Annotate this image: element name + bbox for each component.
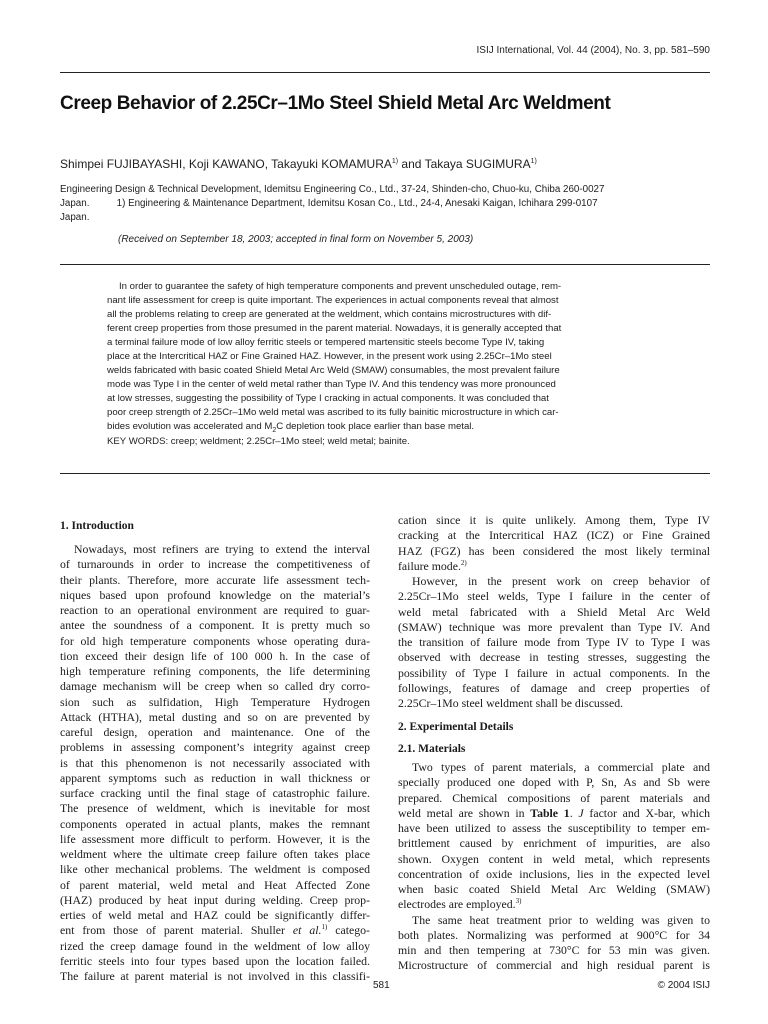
text-line: is that this phenomenon is not necessarily associated with [60,755,370,770]
journal-reference: ISIJ International, Vol. 44 (2004), No. 3, pp. 581–590 [476,45,710,56]
text-line: observed with decrease in testing stresses, suggesting the [398,650,710,665]
left-column-text [60,542,370,984]
text-line: high temperature refining components, the life determining [60,664,370,678]
text-line: The presence of weldment, which is inevitable for most [60,801,370,816]
text-line: Nowadays, most refiners are trying to extend the interval [74,542,370,556]
text-line: have been utilized to assess the susceptibility to temper em- [398,821,710,835]
abstract-line: at low stresses, suggesting the possibility of Type I cracking in actual components. It was concluded that [107,393,549,404]
section-heading-experimental: 2. Experimental Details [398,721,514,733]
header-rule [60,72,710,73]
text-line: of turnarounds in order to increase the competitiveness of [60,557,370,572]
text-line: shown. Oxygen content in weld metal, which represents [398,851,710,866]
text-line: antee the soundness of a component. It is pretty much so [60,618,370,633]
page-number: 581 [373,980,390,991]
subsection-heading-materials: 2.1. Materials [398,743,466,755]
text-line: 2.25Cr–1Mo steel weldment shall be discussed. [398,696,624,710]
text-line: Microstructure of commercial and high residual parent is [398,958,710,973]
text-line: The same heat treatment prior to welding was given to [412,912,710,927]
text-line: tion exceed their design life of 100 000 h. In the case of [60,648,370,663]
abstract-line: all the problems relating to creep are generated at the weldment, which contains microstructures with dif- [107,309,552,320]
text-line: weld metal are shown in Table 1. J factor and X-bar, which [398,805,711,820]
affiliation-line: Japan. [60,212,90,223]
text-line: prepared. Chemical compositions of parent materials and [398,790,710,805]
text-line: possibility of Type I failure in actual components. In the [398,665,710,680]
affiliation-line: Japan. 1) Engineering & Maintenance Department, Idemitsu Kosan Co., Ltd., 24-4, Anesaki Kaigan, Ichihara 299-0107 [60,198,598,209]
right-column-text-top [398,513,710,711]
text-line: HAZ (FGZ) has been considered the most likely terminal [398,543,710,558]
affiliation-mark: 1) [391,158,399,165]
text-line: min and then tempering at 730°C for 53 min was given. [398,943,710,957]
text-line: careful design, operation and maintenance. One of the [60,725,370,739]
abstract-line: place at the Intercritical HAZ or Fine Grained HAZ. However, in the present work using 2.25Cr–1Mo steel [107,351,552,362]
abstract-bottom-rule [60,473,710,474]
text-line: Two types of parent materials, a commercial plate and [412,760,710,774]
text-line: The failure at parent material is not involved in this classifi- [60,969,370,983]
paper-title: Creep Behavior of 2.25Cr–1Mo Steel Shield Metal Arc Weldment [60,93,611,114]
text-line: specially produced one doped with P, Sn, As and Sb were [398,775,710,790]
text-line: reaction to an operational environment are required to guar- [60,603,370,617]
text-line: ferritic steels into four types based upon the location failed. [60,953,370,968]
text-line: failure mode.$^{2)}$ [398,558,467,573]
text-line: cation since it is quite unlikely. Among them, Type IV [398,513,710,527]
text-line: 2.25Cr–1Mo steel welds, Type I failure in the center of [398,589,710,604]
text-line: (HAZ) produced by heat input during welding. Creep prop- [60,892,370,907]
abstract-line: a terminal failure mode of low alloy ferritic steels or tempered martensitic steels become Type IV, taking [107,337,545,348]
text-line: for old high temperature components whose operating dura- [60,633,370,648]
text-line: concentration of oxide inclusions, lies in the expected level [398,866,710,881]
key-words: KEY WORDS: creep; weldment; 2.25Cr–1Mo steel; weld metal; bainite. [107,436,410,447]
abstract-line: bides evolution was accelerated and $M_2C$ depletion took place earlier than base metal. [107,421,475,434]
abstract-line: mode was Type I in the center of weld metal rather than Type IV. And this tendency was more pronounced [107,379,556,390]
affiliation-line: Engineering Design & Technical Development, Idemitsu Engineering Co., Ltd., 37-24, Shinden-cho, Chuo-ku, Chiba 260-0027 [60,184,605,195]
text-line: damage mechanism will be creep when so called dry corro- [60,679,370,694]
affiliation-mark: 1) [530,158,537,165]
text-line: brittlement caused by enrichment of impurities, are also [398,836,710,851]
text-line: However, in the present work on creep behavior of [412,574,710,588]
text-line: Attack (HTHA), metal dusting and so on are prevented by [60,709,370,724]
text-line: (SMAW) technique was more prevalent than Type IV. And [398,619,710,634]
text-line: of parent material, weld metal and Heat Affected Zone [60,877,370,892]
text-line: the transition of failure mode from Type IV to Type I was [398,635,710,649]
abstract-line: poor creep strength of 2.25Cr–1Mo weld metal was ascribed to its fully bainitic microstructure in which car- [107,407,559,418]
text-line: problems in assessing component’s integrity against creep [60,740,370,755]
section-heading-introduction: 1. Introduction [60,520,134,532]
author-names-last: and Takaya SUGIMURA [398,157,531,171]
author-names: Shimpei FUJIBAYASHI, Koji KAWANO, Takayuki KOMAMURA [60,157,392,171]
text-line: sion such as sulfidation, High Temperature Hydrogen [60,694,370,709]
abstract-line: ferent creep properties from those presumed in the parent material. Nowadays, it is generally accepted that [107,323,562,334]
text-line: niques based upon profound knowledge on the material’s [60,587,370,602]
text-line: electrodes are employed.$^{3)}$ [398,897,522,912]
copyright-notice: © 2004 ISIJ [657,980,710,991]
text-line: both plates. Normalizing was performed at 900°C for 34 [398,927,710,942]
author-list [60,157,720,171]
text-line: weldment where the ultimate creep failure often takes place [60,847,370,861]
text-line: erties of weld metal and HAZ could be significantly differ- [60,908,370,922]
text-line: when basic coated Shield Metal Arc Welding (SMAW) [398,882,710,896]
text-line: life assessment more difficult to perform. However, it is the [60,831,370,846]
text-line: followings, features of damage and creep properties of [398,680,710,695]
abstract-line: nant life assessment for creep is quite important. The experiences in actual components reveal that almost [107,295,559,306]
text-line: ent from those of parent material. Shuller et al.$^{1)}$ catego- [60,923,370,938]
text-line: weld metal fabricated with a Shield Metal Arc Weld [398,604,710,619]
text-line: rized the creep damage found in the weldment of low alloy [60,938,370,953]
text-line: apparent symptoms such as reduction in wall thickness or [60,770,370,785]
abstract-line: In order to guarantee the safety of high temperature components and prevent unscheduled outage, rem- [119,281,562,292]
text-line: their plants. Therefore, more accurate life assessment tech- [60,572,370,587]
text-line: like other mechanical problems. The weldment is composed [60,862,370,877]
text-line: cracking at the Intercritical HAZ (ICZ) or Fine Grained [398,528,710,543]
abstract-top-rule [60,264,710,265]
text-line: surface cracking until the final stage of catastrophic failure. [60,786,370,800]
received-dates: (Received on September 18, 2003; accepted in final form on November 5, 2003) [118,234,474,245]
text-line: components operated in actual plants, makes the remnant [60,816,370,831]
abstract-line: welds fabricated with basic coated Shield Metal Arc Weld (SMAW) consumables, the most prevalent failure [107,365,560,376]
right-column-text-bottom [398,760,710,974]
